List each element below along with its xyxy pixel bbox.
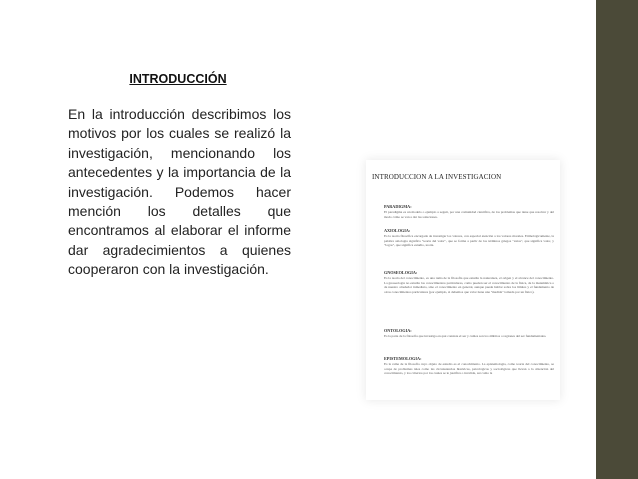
section-heading: GNOSEOLOGIA: — [384, 270, 418, 275]
document-section-gnoseologia — [384, 270, 554, 295]
slide-title: INTRODUCCIÓN — [129, 72, 227, 86]
section-text: El paradigma es un modelo o ejemplo a seguir, por una comunidad científica, de los problemas que tiene que resolver y del modo cómo se van a dar las soluciones. — [384, 210, 554, 219]
section-heading: ONTOLOGIA: — [384, 328, 412, 333]
section-heading: EPISTEMOLOGIA: — [384, 356, 422, 361]
slide-sidebar-bar — [596, 0, 638, 479]
section-text: Es la parte de la filosofía que investiga en qué consiste el ser y cuáles son los ámbitos o regiones del ser fundamentales. — [384, 334, 547, 338]
section-text: Es la teoría filosófica encargada de investigar los valores, con especial atención a los valores morales. Etimológicamente, la palabra axiología significa "teoría del valor", que se forma a partir de los términos griegos "axios", que significa valor, y "logos", que significa estudio, teoría. — [384, 234, 554, 248]
document-image — [366, 160, 560, 400]
document-section-ontologia — [384, 328, 554, 339]
section-heading: AXIOLOGIA: — [384, 228, 411, 233]
document-title: INTRODUCCION A LA INVESTIGACION — [372, 173, 502, 181]
slide-body-text: En la introducción describimos los motivos por los cuales se realizó la investigación, mencionando los antecedentes y la importancia de la investigación. Podemos hacer mención los detalles que encontramos al elaborar el informe dar agradecimientos a quienes cooperaron con la investigación. — [68, 106, 291, 278]
document-section-paradigma — [384, 204, 554, 219]
document-section-axiologia — [384, 228, 554, 248]
section-text: Es la rama de la filosofía cuyo objeto de estudio es el conocimiento. La epistemología, como teoría del conocimiento, se ocupa de problemas tales como las circunstancias históricas, psicológicas y sociológicas que llevan a la obtención del conocimiento, y los criterios por los cuales se le justifica o invalida, así como la — [384, 362, 554, 376]
section-text: Es la teoría del conocimiento, es una rama de la filosofía que estudia la naturaleza, el origen y el alcance del conocimiento. La gnoseología no estudia los conocimientos particulares, como pueden ser el conocimiento de la física, de la matemática o de nuestro alrededor inmediato, sino el conocimiento en general, aunque puede hablar sobre los límites y el fundamento de otros conocimientos particulares (por ejemplo, si debemos que valor tiene una "medida" tomada por un físico). — [384, 276, 554, 295]
document-section-epistemologia — [384, 356, 554, 376]
section-heading: PARADIGMA: — [384, 204, 412, 209]
